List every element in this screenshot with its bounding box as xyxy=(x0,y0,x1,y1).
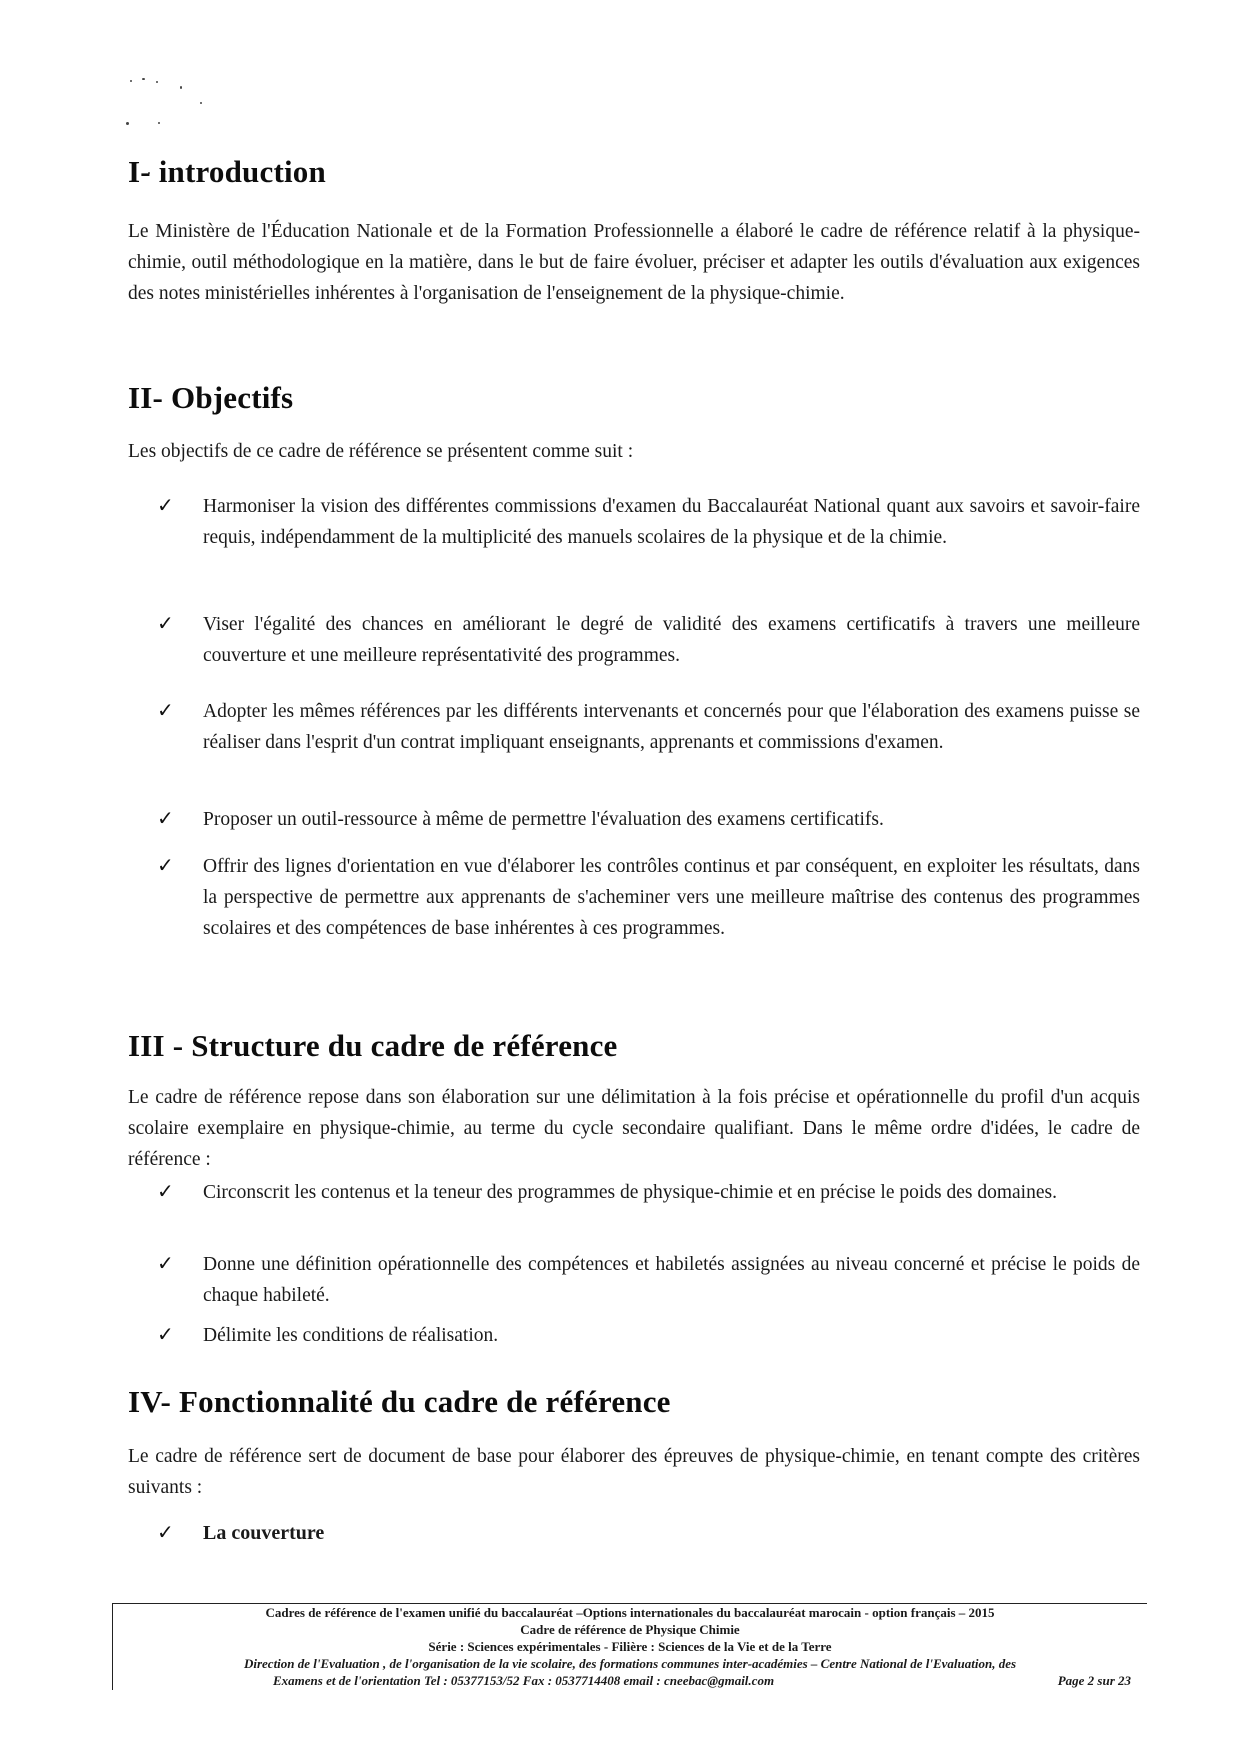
footer-line-3: Série : Sciences expérimentales - Filière : Sciences de la Vie et de la Terre xyxy=(428,1639,832,1654)
footer-contact: Examens et de l'orientation Tel : 05377153/52 Fax : 0537714408 email : cneebac@gmail.com xyxy=(273,1673,775,1688)
checkmark-icon: ✓ xyxy=(157,613,174,635)
checkmark-icon: ✓ xyxy=(157,1324,174,1346)
list-item-text: Viser l'égalité des chances en améliorant le degré de validité des examens certificatifs à travers une meilleure couverture et une meilleure représentativité des programmes. xyxy=(203,614,1140,666)
checkmark-icon: ✓ xyxy=(157,700,174,722)
section-title-introduction: I- introduction xyxy=(128,154,326,189)
list-item xyxy=(157,851,1140,944)
list-item xyxy=(157,609,1140,671)
page-footer xyxy=(112,1603,1147,1690)
list-item xyxy=(157,491,1140,553)
checkmark-icon: ✓ xyxy=(157,808,174,830)
page-number: Page 2 sur 23 xyxy=(1057,1673,1131,1688)
list-item-text: Proposer un outil-ressource à même de permettre l'évaluation des examens certificatifs. xyxy=(203,809,884,830)
list-item xyxy=(157,1177,1140,1208)
list-item-text: Circonscrit les contenus et la teneur des programmes de physique-chimie et en précise le poids des domaines. xyxy=(203,1182,1057,1203)
list-item xyxy=(157,1518,1140,1549)
list-item xyxy=(157,1249,1140,1311)
objectifs-intro: Les objectifs de ce cadre de référence se présentent comme suit : xyxy=(128,441,634,462)
checkmark-icon: ✓ xyxy=(157,495,174,517)
footer-line-2: Cadre de référence de Physique Chimie xyxy=(520,1622,740,1637)
fonctionnalite-intro: Le cadre de référence sert de document de base pour élaborer des épreuves de physique-chimie, en tenant compte des critères suivants : xyxy=(128,1446,1140,1498)
list-item-text: Offrir des lignes d'orientation en vue d'élaborer les contrôles continus et par conséquent, en exploiter les résultats, dans la perspective de permettre aux apprenants de s'acheminer vers une meilleure maîtrise des contenus des programmes scolaires et des compétences de base inhérentes à ces programmes. xyxy=(203,856,1140,939)
introduction-paragraph: Le Ministère de l'Éducation Nationale et de la Formation Professionnelle a élaboré le cadre de référence relatif à la physique-chimie, outil méthodologique en la matière, dans le but de faire évoluer, préciser et adapter les outils d'évaluation aux exigences des notes ministérielles inhérentes à l'organisation de l'enseignement de la physique-chimie. xyxy=(128,221,1140,304)
list-item-text: Délimite les conditions de réalisation. xyxy=(203,1325,499,1346)
section-title-objectifs: II- Objectifs xyxy=(128,380,294,415)
checkmark-icon: ✓ xyxy=(157,1522,174,1544)
footer-line-5 xyxy=(113,1672,1147,1689)
checkmark-icon: ✓ xyxy=(157,1253,174,1275)
checkmark-icon: ✓ xyxy=(157,855,174,877)
list-item xyxy=(157,1320,1140,1351)
section-title-fonctionnalite: IV- Fonctionnalité du cadre de référence xyxy=(128,1384,671,1419)
list-item xyxy=(157,696,1140,758)
footer-line-1: Cadres de référence de l'examen unifié du baccalauréat –Options internationales du baccalauréat marocain - option français – 2015 xyxy=(265,1605,995,1620)
list-item-text: La couverture xyxy=(203,1522,325,1544)
list-item-text: Donne une définition opérationnelle des compétences et habiletés assignées au niveau concerné et précise le poids de chaque habileté. xyxy=(203,1254,1140,1306)
list-item-text: Harmoniser la vision des différentes commissions d'examen du Baccalauréat National quant aux savoirs et savoir-faire requis, indépendamment de la multiplicité des manuels scolaires de la physique et de la chimie. xyxy=(203,496,1140,548)
checkmark-icon: ✓ xyxy=(157,1181,174,1203)
list-item-text: Adopter les mêmes références par les différents intervenants et concernés pour que l'élaboration des examens puisse se réaliser dans l'esprit d'un contrat impliquant enseignants, apprenants et commissions d'examen. xyxy=(203,701,1140,753)
list-item xyxy=(157,804,1140,835)
footer-line-4: Direction de l'Evaluation , de l'organisation de la vie scolaire, des formations communes inter-académies – Centre National de l'Evaluation, des xyxy=(243,1656,1017,1671)
section-title-structure: III - Structure du cadre de référence xyxy=(128,1028,618,1063)
structure-intro: Le cadre de référence repose dans son élaboration sur une délimitation à la fois précise et opérationnelle du profil d'un acquis scolaire exemplaire en physique-chimie, au terme du cycle secondaire qualifiant. Dans le même ordre d'idées, le cadre de référence : xyxy=(128,1087,1140,1170)
